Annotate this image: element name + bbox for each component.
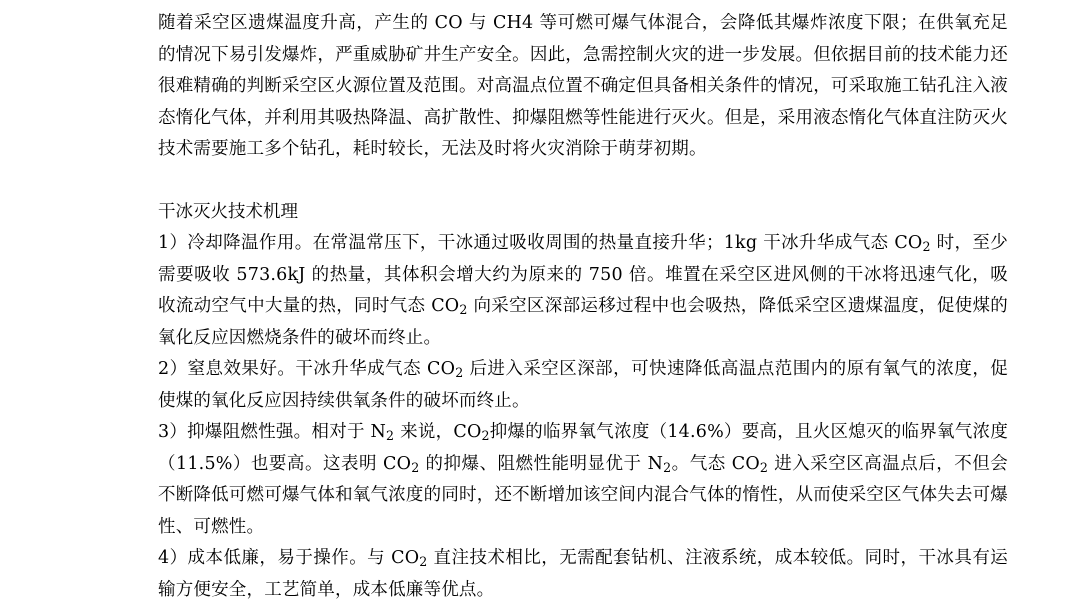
mechanism-item-asphyxiation: 2）窒息效果好。干冰升华成气态 $CO_2$ 后进入采空区深部，可快速降低高温点范围内的原有氧气的浓度，促使煤的氧化反应因持续供氧条件的破坏而终止。 <box>158 359 1008 411</box>
section-heading: 干冰灭火技术机理 <box>158 201 298 222</box>
mechanism-item-low-cost: 4）成本低廉，易于操作。与 $CO_2$ 直注技术相比，无需配套钻机、注液系统，成本较低。同时，干冰具有运输方便安全，工艺简单，成本低廉等优点。 <box>158 548 1008 600</box>
paragraph-gas-mixing: 随着采空区遗煤温度升高，产生的 CO 与 CH4 等可燃可爆气体混合，会降低其爆炸浓度下限；在供氧充足的情况下易引发爆炸，严重威胁矿井生产安全。因此，急需控制火灾的进一步发展。但依据目前的技术能力还很难精确的判断采空区火源位置及范围。对高温点位置不确定但具备相关条件的情况，可采取施工钻孔注入液态惰化气体，并利用其吸热降温、高扩散性、抑爆阻燃等性能进行灭火。但是，采用液态惰化气体直注防灭火技术需要施工多个钻孔，耗时较长，无法及时将火灾消除于萌芽初期。 <box>158 13 1008 159</box>
mechanism-item-cooling: 1）冷却降温作用。在常温常压下，干冰通过吸收周围的热量直接升华；1kg 干冰升华成气态 $CO_2$ 时，至少需要吸收 573.6kJ 的热量，其体积会增大约为原来的 750 倍。堆置在采空区进风侧的干冰将迅速气化，吸收流动空气中大量的热，同时气态 $CO_2$ 向采空区深部运移过程中也会吸热，降低采空区遗煤温度，促使煤的氧化反应因燃烧条件的破坏而终止。 <box>158 233 1008 348</box>
paragraph-spacer <box>158 166 1008 197</box>
mechanism-item-explosion-suppression: 3）抑爆阻燃性强。相对于 $N_2$ 来说，$CO_2$抑爆的临界氧气浓度（14.6%）要高，且火区熄灭的临界氧气浓度（11.5%）也要高。这表明 $CO_2$ 的抑爆、阻燃性能明显优于 $N_2$。气态 $CO_2$ 进入采空区高温点后，不但会不断降低可燃可爆气体和氧气浓度的同时，还不断增加该空间内混合气体的惰性，从而使采空区气体失去可爆性、可燃性。 <box>158 422 1009 537</box>
